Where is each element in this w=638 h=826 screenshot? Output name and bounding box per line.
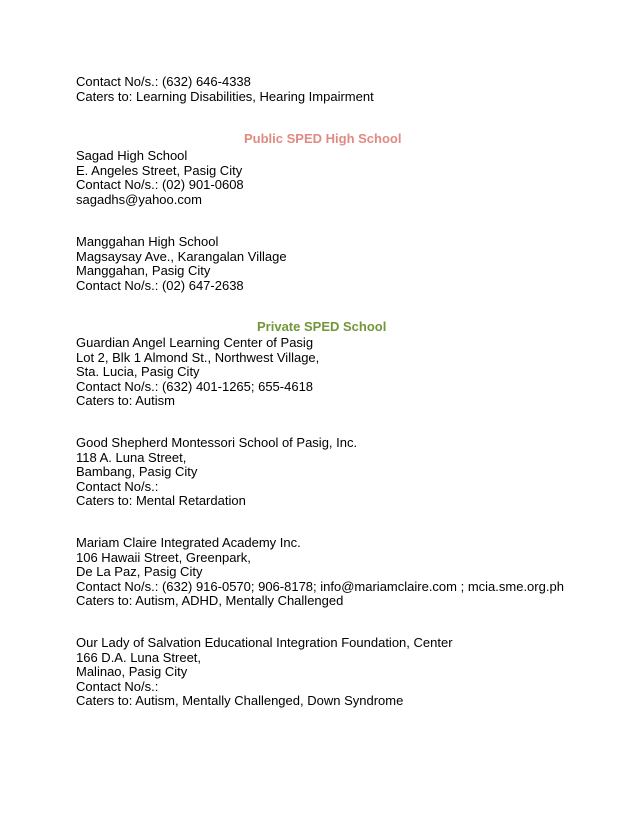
caters-to-line: Caters to: Autism, ADHD, Mentally Challenged — [76, 593, 344, 608]
contact-line: Contact No/s.: (02) 647-2638 — [76, 277, 244, 293]
caters-to-line: Caters to: Learning Disabilities, Hearing Impairment — [76, 88, 374, 104]
caters-to-line: Caters to: Mental Retardation — [76, 493, 246, 508]
contact-line: Contact No/s.: (632) 401-1265; 655-4618 — [76, 378, 314, 394]
contact-line: Contact No/s.: (02) 901-0608 — [76, 177, 244, 192]
school-entry-sagad — [76, 149, 616, 207]
school-address: 166 D.A. Luna Street, — [76, 649, 202, 665]
school-address: Sta. Lucia, Pasig City — [76, 364, 200, 379]
contact-line: Contact No/s.: — [76, 478, 159, 494]
school-entry-manggahan — [76, 235, 616, 293]
school-address: 118 A. Luna Street, — [76, 449, 187, 465]
contact-line: Contact No/s.: (632) 916-0570; 906-8178; info@mariamclaire.com ; mcia.sme.org.ph — [76, 578, 564, 594]
contact-line: Contact No/s.: — [76, 678, 159, 694]
email-line: sagadhs@yahoo.com — [76, 191, 202, 207]
school-address: Lot 2, Blk 1 Almond St., Northwest Village, — [76, 349, 320, 365]
school-entry-guardian-angel — [76, 336, 616, 409]
private-sped-heading: Private SPED School — [257, 319, 387, 334]
school-address: Magsaysay Ave., Karangalan Village — [76, 248, 287, 264]
public-sped-heading: Public SPED High School — [244, 131, 402, 146]
caters-to-line: Caters to: Autism — [76, 393, 175, 408]
contact-line: Contact No/s.: (632) 646-4338 — [76, 74, 251, 89]
school-entry-good-shepherd — [76, 436, 616, 509]
school-address: De La Paz, Pasig City — [76, 564, 203, 579]
school-name: Guardian Angel Learning Center of Pasig — [76, 335, 314, 350]
school-name: Sagad High School — [76, 148, 188, 163]
school-address: Manggahan, Pasig City — [76, 263, 211, 278]
school-address: 106 Hawaii Street, Greenpark, — [76, 549, 251, 565]
caters-to-line: Caters to: Autism, Mentally Challenged, Down Syndrome — [76, 693, 404, 708]
school-name: Manggahan High School — [76, 234, 219, 249]
school-address: Bambang, Pasig City — [76, 464, 198, 479]
school-address: Malinao, Pasig City — [76, 664, 188, 679]
school-name: Our Lady of Salvation Educational Integration Foundation, Center — [76, 635, 453, 650]
school-name: Mariam Claire Integrated Academy Inc. — [76, 535, 301, 550]
school-address: E. Angeles Street, Pasig City — [76, 162, 243, 178]
school-entry-our-lady-of-salvation — [76, 636, 616, 709]
school-name: Good Shepherd Montessori School of Pasig, Inc. — [76, 435, 358, 450]
previous-school-entry — [76, 75, 616, 104]
school-entry-mariam-claire — [76, 536, 616, 609]
